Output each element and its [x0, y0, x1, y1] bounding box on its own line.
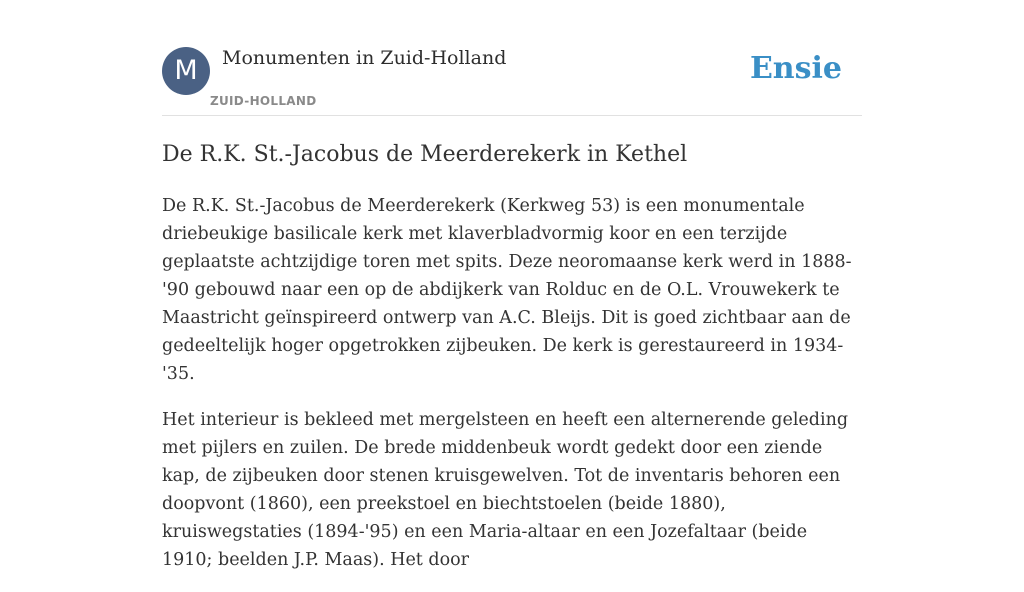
article-paragraph: De R.K. St.-Jacobus de Meerderekerk (Kerkweg 53) is een monumentale driebeukige basilicale kerk met klaverbladvormig koor en een terzijde geplaatste achtzijdige toren met spits. Deze neoromaanse kerk werd in 1888-'90 gebouwd naar een op de abdijkerk van Rolduc en de O.L. Vrouwekerk te Maastricht geïnspireerd ontwerp van A.C. Bleijs. Dit is goed zichtbaar aan de gedeeltelijk hoger opgetrokken zijbeuken. De kerk is gerestaureerd in 1934-'35. [162, 196, 852, 384]
article-title: De R.K. St.-Jacobus de Meerderekerk in Kethel [162, 142, 688, 167]
site-region-label[interactable]: ZUID-HOLLAND [210, 94, 317, 108]
article-body [162, 192, 862, 592]
site-header [162, 0, 862, 116]
site-title-link[interactable]: Monumenten in Zuid-Holland [222, 47, 507, 69]
article-paragraph: Het interieur is bekleed met mergelsteen en heeft een alternerende geleding met pijlers en zuilen. De brede middenbeuk wordt gedekt door een ziende kap, de zijbeuken door stenen kruisgewelven. Tot de inventaris behoren een doopvont (1860), een preekstoel en biechtstoelen (beide 1880), kruiswegstaties (1894-'95) en een Maria-altaar en een Jozefaltaar (beide 1910; beelden J.P. Maas). Het door [162, 410, 849, 570]
brand-logo[interactable]: Ensie [749, 51, 842, 86]
avatar[interactable]: M [162, 47, 210, 95]
content-column [162, 0, 862, 570]
